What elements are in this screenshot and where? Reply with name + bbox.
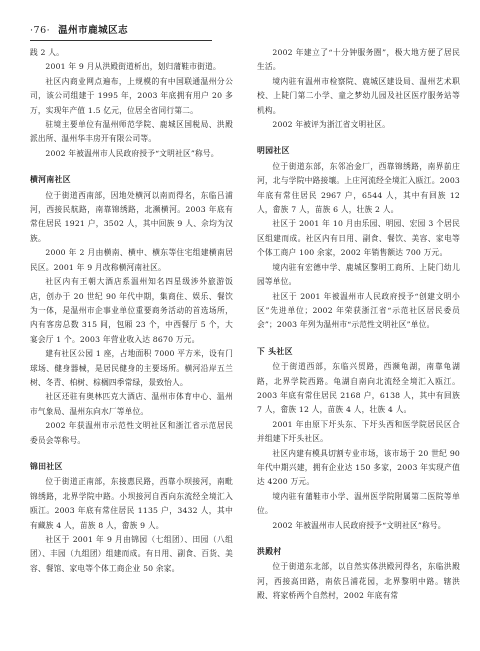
paragraph: 2002 年被温州市人民政府授予“文明社区”称号。 xyxy=(45,148,219,158)
page-number: ·76· xyxy=(30,25,51,36)
section-title-jintian: 锦田社区 xyxy=(30,461,63,471)
paragraph: 境内驻有宏德中学、鹿城区黎明工商所、上陡门幼儿园等单位。 xyxy=(257,262,460,287)
text-columns xyxy=(30,46,460,604)
spacer xyxy=(257,132,460,138)
paragraph: 社区于 2001 年被温州市人民政府授予“创建文明小区”先进单位；2002 年荣获浙江省“示范社区居民委员会”；2003 年列为温州市“示范性文明社区”单位。 xyxy=(257,291,460,330)
paragraph: 位于街道西南部，因地处横河以南而得名，东临吕浦河，西接民航路，南靠锦绣路，北濒横河。2003 年底有常住居民 1921 户，3502 人，其中回族 9 人、佘均为汉族。 xyxy=(30,190,233,243)
paragraph: 位于街道东部，东邻冶金厂，西靠锦绣路，南界前庄河，北与学院中路接壤。上庄河流经全境汇入瓯江。2003 年底有常住居民 2967 户，6544 人，其中有回族 12 人，畲族 7 人，苗族 6 人，壮族 2 人。 xyxy=(257,161,460,215)
paragraph: 位于街道西部，东临兴贸路，西濒龟湖，南靠龟湖路，北界学院西路。龟湖自南向北流经全境汇入瓯江。2003 年底有常住居民 2168 户，6138 人，其中有回族 7 人，畲族 12 人，苗族 4 人，壮族 4 人。 xyxy=(257,362,460,415)
paragraph: 2001 年由原下圩头东、下圩头西和医学院居民区合并组建下圩头社区。 xyxy=(257,419,460,444)
paragraph: 境内驻有蒲鞋市小学、温州医学院附属第二医院等单位。 xyxy=(257,491,460,516)
paragraph: 2001 年 9 月从洪殿街道析出，划归蒲鞋市街道。 xyxy=(45,62,221,72)
paragraph: 建有社区公园 1 座，占地面积 7000 平方米，设有门球场、健身器械，是居民健身的主要场所。横河沿岸五兰树、冬青、柏树、棕榈四季常绿，景致怡人。 xyxy=(30,349,233,387)
paragraph: 践 2 人。 xyxy=(30,48,65,57)
paragraph: 驻境主要单位有温州师范学院、鹿城区国税局、洪殿派出所、温州华丰房开有限公司等。 xyxy=(30,120,233,144)
spacer xyxy=(30,448,233,454)
section-title-xiatou: 下 头社区 xyxy=(257,346,293,356)
paragraph: 社区于 2001 年 10 月由乐园、明园、宏园 3 个居民区组建而成。社区内有日用、副食、餐饮、美容、家电等个体工商户 100 余家，2002 年销售额达 700 万元。 xyxy=(257,219,460,258)
paragraph: 社区内有王朝大酒店系温州知名四星级涉外旅游饭店，创办于 20 世纪 90 年代中期，集商住、娱乐、餐饮为一体，是温州市企事业单位重要商务活动的首选场所，内有客房总数 315 间，包厢 23 个，中西餐厅 5 个，大宴会厅 1 个。2003 年营业收入达 8670 万元。 xyxy=(30,277,233,344)
header-rule xyxy=(30,40,212,41)
running-header xyxy=(30,22,456,36)
paragraph: 2002 年被温州市人民政府授予“文明社区”称号。 xyxy=(272,520,446,530)
book-title: 温州市鹿城区志 xyxy=(58,25,129,36)
paragraph: 社区还驻有奥林匹克大酒店、温州市体育中心、温州市气象局、温州东向水厂等单位。 xyxy=(30,392,233,416)
spacer xyxy=(30,161,233,167)
paragraph: 社区内商业网点遍布，上规模的有中国联通温州分公司，该公司组建于 1995 年，2003 年底拥有用户 20 多万，实现年产值 1.5 亿元，位居全省同行第二。 xyxy=(30,76,233,115)
section-title-henghenan: 横河南社区 xyxy=(30,175,71,185)
paragraph: 2002 年获温州市示范性文明社区和浙江省示范居民委员会等称号。 xyxy=(30,421,233,445)
paragraph: 位于街道正南部，东接惠民路，西靠小坝接河，南毗锦绣路，北界学院中路。小坝接河自西向东流经全境汇入瓯江。2003 年底有常住居民 1135 户，3432 人，其中有藏族 4 人，苗族 8 人，畲族 9 人。 xyxy=(30,477,233,530)
spacer xyxy=(257,333,460,339)
paragraph: 位于街道东北部，以自然实体洪殿河得名，东临洪殿河，西接高田路，南依吕浦花园，北界黎明中路。辖洪殿、将家桥两个自然村，2002 年底有常 xyxy=(257,562,460,601)
paragraph: 2000 年 2 月由横南、横中、横东等住宅组建横南居民区。2001 年 9 月改称横河南社区。 xyxy=(30,248,233,272)
paragraph: 社区内建有模具切割专业市场，该市场于 20 世纪 90 年代中期兴建，拥有企业达 150 多家，2003 年实现产值达 4200 万元。 xyxy=(257,448,460,487)
paragraph: 社区于 2001 年 9 月由锦园（七组团）、田园（八组团）、丰园（九组团）组建而成。有日用、副食、百货、美容、餐馆、家电等个体工商企业 50 余家。 xyxy=(30,535,233,573)
right-column xyxy=(257,46,460,604)
spacer xyxy=(257,533,460,539)
section-title-mingyuan: 明园社区 xyxy=(257,146,290,156)
paragraph: 2002 年被评为浙江省文明社区。 xyxy=(272,120,391,130)
left-column xyxy=(30,46,233,604)
section-title-hongdian: 洪殿村 xyxy=(257,547,282,556)
paragraph: 境内驻有温州市检察院、鹿城区建设局、温州艺术职校、上陡门第二小学、童之梦幼儿园及社区医疗服务站等机构。 xyxy=(257,76,460,115)
paragraph: 2002 年建立了“十分钟服务圈”，极大地方便了居民生活。 xyxy=(257,48,460,72)
